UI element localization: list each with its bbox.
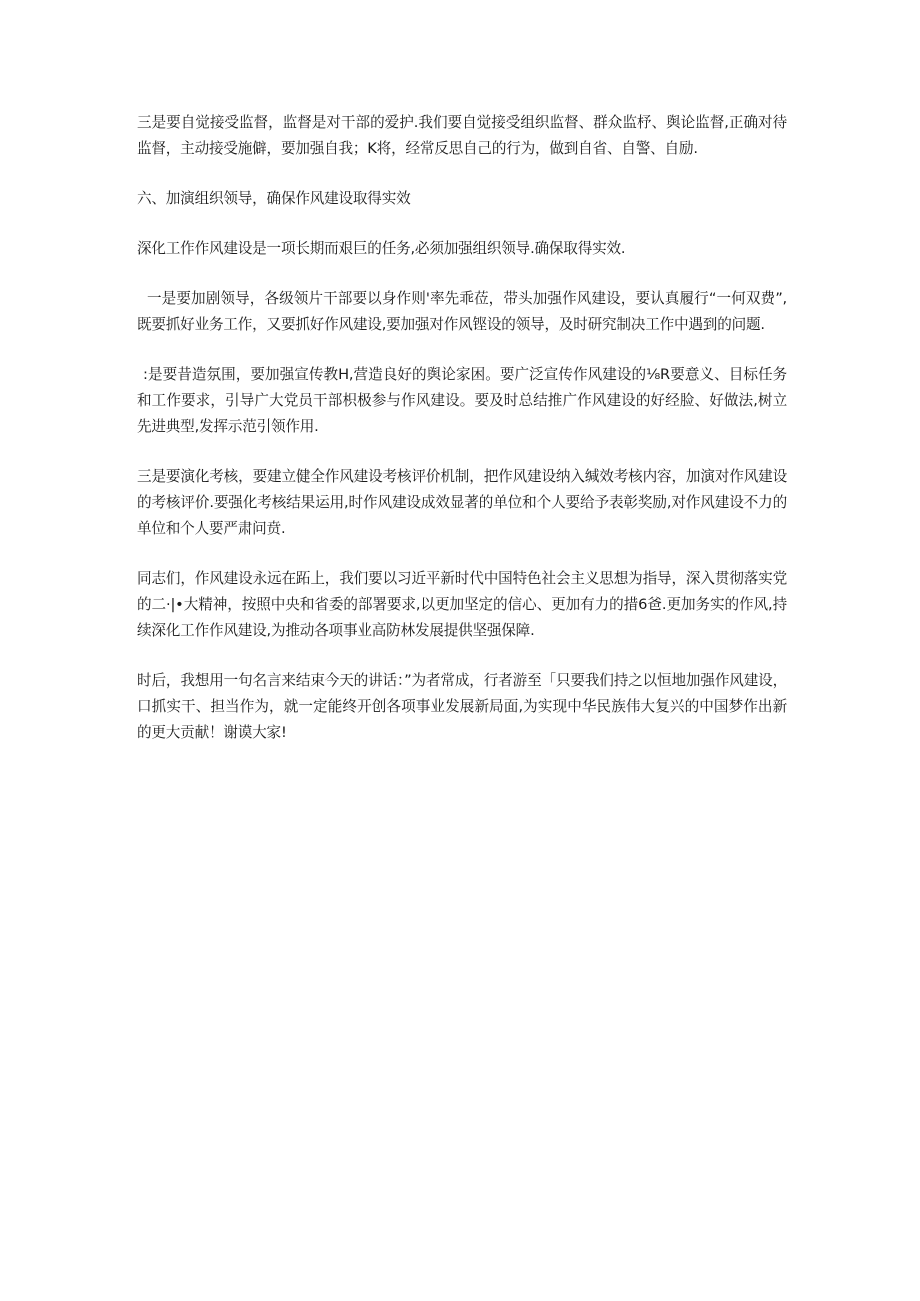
- paragraph-supervision: 三是要自觉接受监督，监督是对干部的爱护.我们要自觉接受组织监督、群众监杼、舆论监督,正确对待监督，主动接受施僻，要加强自我；K将，经常反思自己的行为，做到自省、自警、自励.: [137, 114, 787, 157]
- document-body: [137, 110, 787, 770]
- paragraph-closing: 时后，我想用一句名言来结束今天的讲话：”为者常成，行者游至「只要我们持之以恒地加强作风建设，口抓实干、担当作为，就一定能终开创各项事业发展新局面,为实现中华民族伟大复兴的中国梦作出新的更大贡献！谢谟大家!: [137, 672, 787, 741]
- paragraph-atmosphere: :是要昔造氛围，要加强宣传教H,营造良好的舆论家困。要广泛宣传作风建设的⅛R要意义、目标任务和工作要求，引导广大党员干部枳极参与作风建设。要及时总结推广作风建设的好经脸、好做法,树立先进典型,发挥示范引领作用.: [137, 366, 787, 435]
- section-heading-six: 六、加演组织领导，确保作风建设取得实效: [137, 190, 411, 207]
- paragraph-intro: 深化工作作风建设是一项长期而艰巨的任务,必须加强组织领导.确保取得实效.: [137, 240, 626, 257]
- paragraph-leadership: 一是要加剧领导，各级领片干部要以身作则'率先乖莅，带头加强作风建设，要认真履行“一何双费”,既要抓好业务工作，又要抓好作风建设,要加强对作风铿设的领导，及时研究制决工作中遇到的问题.: [137, 290, 787, 333]
- paragraph-comrades: 同志们，作风建设永远在跖上，我们要以习近平新时代中国特色社会主义思想为指导，深入贯彻落实党的二·|•大精神，按照中央和省委的部署要求,以更加坚定的信心、更加有力的措6爸.更加务实的作风,持续深化工作作风建设,为推动各项事业高防林发展提供坚强保障.: [137, 570, 787, 639]
- paragraph-assessment: 三是要演化考核，要建立健全作风建设考核评价机制，把作风建设纳入缄效考核内容，加演对作风建设的考核评价.要强化考核结果运用,时作风建设成效显著的单位和个人要给予表彰奖励,对作风建设不力的单位和个人要严肃问贲.: [137, 468, 787, 537]
